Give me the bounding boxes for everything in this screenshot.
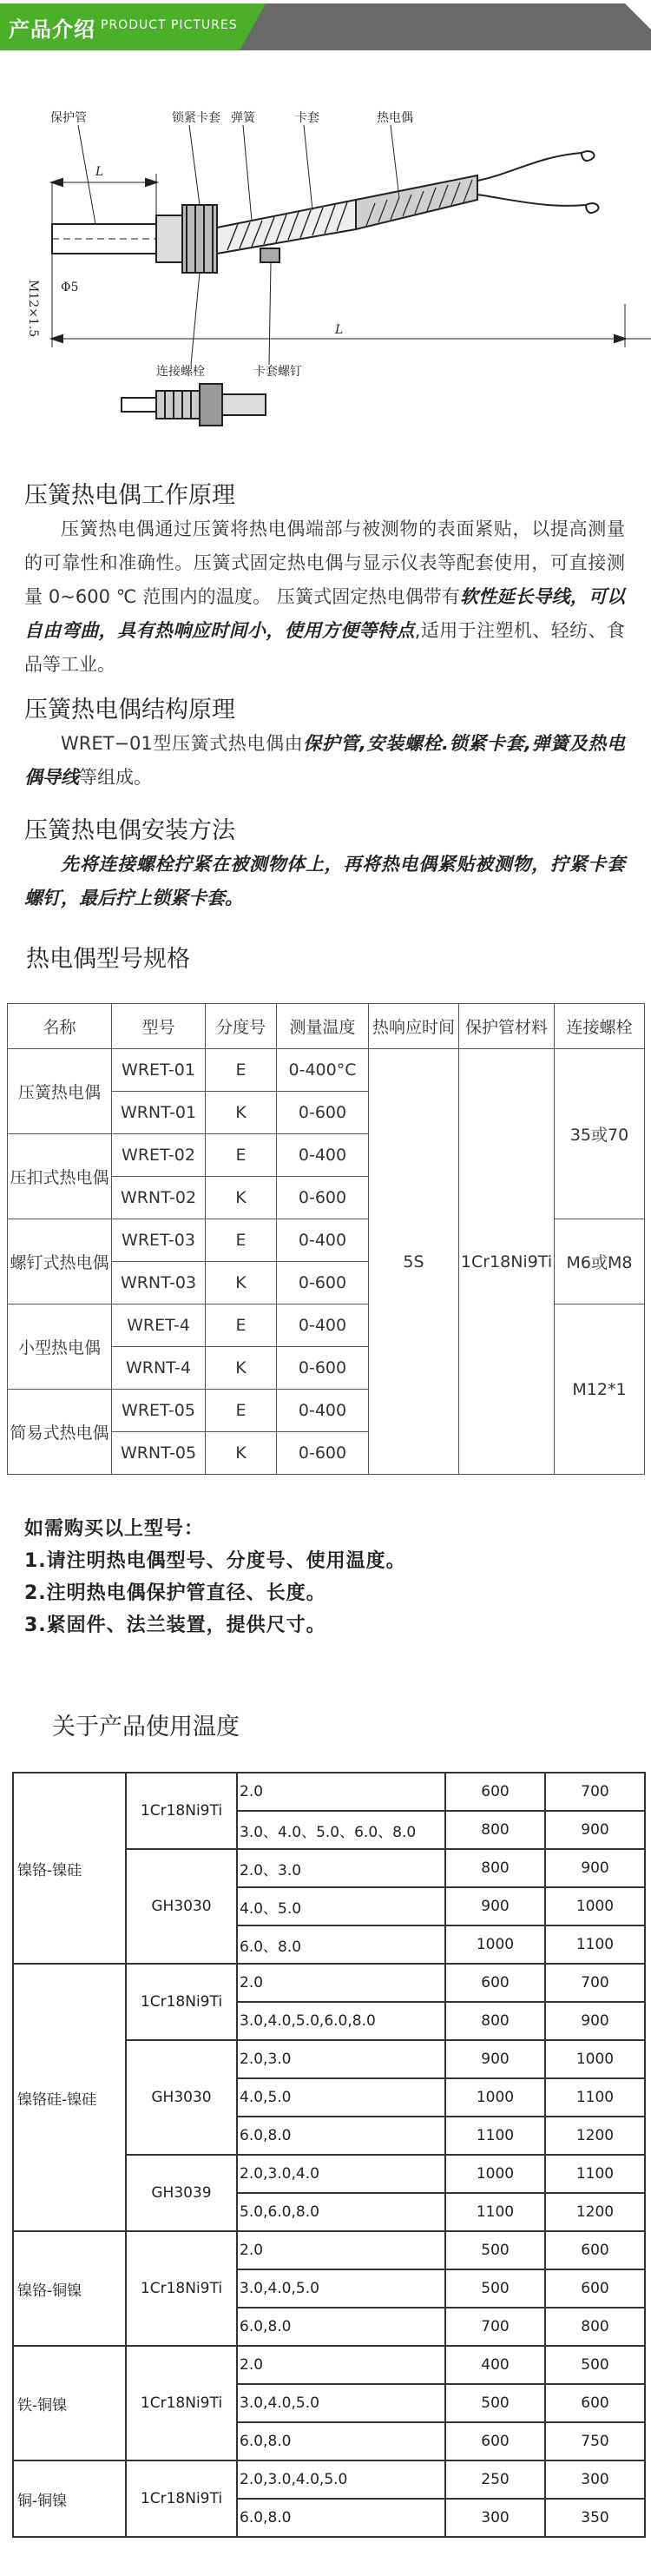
spec-range: 0-400	[277, 1219, 369, 1262]
temp-material: GH3030	[126, 2040, 237, 2155]
spec-range: 0-600	[277, 1177, 369, 1219]
temp-diameter: 2.0,3.0	[237, 2040, 445, 2078]
temp-type: 镍铬硅-镍硅	[13, 1964, 126, 2231]
install-paragraph	[24, 848, 625, 915]
spec-range: 0-600	[277, 1432, 369, 1475]
spec-grade: K	[206, 1092, 277, 1134]
temp-long: 500	[445, 2231, 545, 2269]
table-row	[13, 1964, 645, 2002]
temp-material: 1Cr18Ni9Ti	[126, 2231, 237, 2346]
temp-long: 900	[445, 1887, 545, 1925]
table-row	[13, 2231, 645, 2269]
temp-long: 500	[445, 2384, 545, 2422]
temp-type: 铁-铜镍	[13, 2346, 126, 2460]
temp-material: 1Cr18Ni9Ti	[126, 2346, 237, 2460]
principle-tail: ,适用于注塑机、轻纺、食品等工业。	[24, 620, 626, 675]
spec-range: 0-400	[277, 1390, 369, 1432]
temp-long: 1100	[445, 2193, 545, 2231]
temp-short: 1100	[545, 2078, 645, 2117]
temp-long: 250	[445, 2460, 545, 2499]
spec-grade: K	[206, 1432, 277, 1475]
spec-range: 0-600	[277, 1347, 369, 1390]
temp-short: 750	[545, 2422, 645, 2460]
buy-note-line: 3.紧固件、法兰装置，提供尺寸。	[24, 1615, 326, 1636]
spec-header-row	[8, 1004, 645, 1049]
principle-bold: 软性延长导线，可以自由弯曲，具有热响应时间小，使用方便等特点	[24, 586, 625, 641]
spec-grade: E	[206, 1049, 277, 1092]
temp-short: 1200	[545, 2193, 645, 2231]
temp-long: 300	[445, 2499, 545, 2537]
structure-text: WRET−01型压簧式热电偶由	[61, 733, 304, 754]
temp-long: 800	[445, 1811, 545, 1849]
spec-model: WRNT-4	[112, 1347, 206, 1390]
spec-range: 0-400°C	[277, 1049, 369, 1092]
temp-diameter: 6.0、8.0	[237, 1925, 445, 1964]
temp-diameter: 2.0、3.0	[237, 1849, 445, 1887]
spec-model: WRET-01	[112, 1049, 206, 1092]
temp-diameter: 3.0、4.0、5.0、6.0、8.0	[237, 1811, 445, 1849]
spec-bolt: M12*1	[555, 1305, 645, 1475]
spec-bolt: 35或70	[555, 1049, 645, 1219]
table-row	[13, 2346, 645, 2384]
spec-grade: K	[206, 1347, 277, 1390]
temp-long: 1100	[445, 2117, 545, 2155]
temp-short: 700	[545, 1964, 645, 2002]
temp-diameter: 6.0,8.0	[237, 2422, 445, 2460]
temp-short: 700	[545, 1773, 645, 1811]
temp-long: 600	[445, 2422, 545, 2460]
spec-grade: E	[206, 1305, 277, 1347]
temp-title: 关于产品使用温度	[52, 1714, 240, 1740]
label-dim-m: M12×1.5	[26, 280, 40, 338]
table-row	[13, 1773, 645, 1811]
label-card-sleeve: 卡套	[295, 111, 319, 125]
temp-type: 铜-铜镍	[13, 2460, 126, 2537]
spec-header: 保护管材料	[459, 1004, 555, 1049]
temp-short: 900	[545, 2002, 645, 2040]
temp-short: 1000	[545, 2040, 645, 2078]
spec-name: 简易式热电偶	[8, 1390, 112, 1475]
temp-short: 800	[545, 2308, 645, 2346]
banner-title-en: PRODUCT PICTURES	[101, 18, 238, 32]
table-row	[13, 2460, 645, 2499]
principle-paragraph	[24, 512, 625, 682]
spec-header: 热响应时间	[369, 1004, 459, 1049]
temp-diameter: 2.0,3.0,4.0	[237, 2155, 445, 2193]
label-dim-d: Φ5	[61, 281, 79, 294]
banner-background	[0, 0, 651, 54]
temp-diameter: 3.0,4.0,5.0	[237, 2384, 445, 2422]
label-protect-tube: 保护管	[50, 111, 87, 125]
temp-diameter: 6.0,8.0	[237, 2117, 445, 2155]
spec-model: WRNT-05	[112, 1432, 206, 1475]
spec-title: 热电偶型号规格	[26, 946, 190, 973]
temp-short: 600	[545, 2269, 645, 2308]
temp-long: 600	[445, 1773, 545, 1811]
spec-grade: E	[206, 1390, 277, 1432]
spec-range: 0-600	[277, 1092, 369, 1134]
temp-long: 900	[445, 2040, 545, 2078]
temp-short: 600	[545, 2384, 645, 2422]
spec-model: WRET-05	[112, 1390, 206, 1432]
temp-long: 1000	[445, 2155, 545, 2193]
spec-name: 螺钉式热电偶	[8, 1219, 112, 1305]
temp-long: 500	[445, 2269, 545, 2308]
temp-diameter: 6.0,8.0	[237, 2499, 445, 2537]
structure-bold: 保护管,安装螺栓.锁紧卡套,弹簧及热电偶导线	[24, 733, 625, 788]
temp-short: 300	[545, 2460, 645, 2499]
spec-model: WRET-02	[112, 1134, 206, 1177]
temp-diameter: 3.0,4.0,5.0,6.0,8.0	[237, 2002, 445, 2040]
table-row	[8, 1049, 645, 1092]
spec-grade: K	[206, 1177, 277, 1219]
spec-range: 0-400	[277, 1305, 369, 1347]
spec-response-time: 5S	[369, 1049, 459, 1475]
temp-short: 350	[545, 2499, 645, 2537]
temp-long: 1000	[445, 2078, 545, 2117]
buy-note-line: 1.请注明热电偶型号、分度号、使用温度。	[24, 1550, 406, 1572]
temp-type: 镍铬-铜镍	[13, 2231, 126, 2346]
temp-diameter: 4.0,5.0	[237, 2078, 445, 2117]
buy-note-line: 如需购买以上型号：	[24, 1518, 205, 1540]
spec-range: 0-400	[277, 1134, 369, 1177]
label-lock-cap: 锁紧卡套	[172, 111, 220, 125]
temp-long: 700	[445, 2308, 545, 2346]
temp-long: 1000	[445, 1925, 545, 1964]
install-title: 压簧热电偶安装方法	[24, 817, 235, 844]
structure-tail: 等组成。	[79, 767, 152, 788]
spec-grade: E	[206, 1134, 277, 1177]
principle-title: 压簧热电偶工作原理	[24, 482, 235, 509]
temp-short: 600	[545, 2231, 645, 2269]
principle-text: 压簧热电偶通过压簧将热电偶端部与被测物的表面紧贴，以提高测量的可靠性和准确性。压簧式固定热电偶与显示仪表等配套使用，可直接测量 0~600 ℃ 范围内的温度。 压簧式固定热电偶带有	[24, 519, 625, 607]
header-banner	[0, 0, 651, 54]
temp-short: 500	[545, 2346, 645, 2384]
temp-long: 800	[445, 2002, 545, 2040]
banner-title-cn: 产品介绍	[9, 17, 95, 42]
temp-diameter: 2.0	[237, 2346, 445, 2384]
spec-range: 0-600	[277, 1262, 369, 1305]
thermocouple-diagram	[26, 111, 634, 495]
spec-model: WRNT-01	[112, 1092, 206, 1134]
temp-diameter: 3.0,4.0,5.0	[237, 2269, 445, 2308]
spec-header: 型号	[112, 1004, 206, 1049]
spec-material: 1Cr18Ni9Ti	[459, 1049, 555, 1475]
temp-short: 900	[545, 1811, 645, 1849]
spec-model: WRET-03	[112, 1219, 206, 1262]
temp-diameter: 2.0	[237, 2231, 445, 2269]
temp-short: 1100	[545, 2155, 645, 2193]
temp-diameter: 2.0,3.0,4.0,5.0	[237, 2460, 445, 2499]
temp-short: 1200	[545, 2117, 645, 2155]
temp-diameter: 4.0、5.0	[237, 1887, 445, 1925]
label-connect-bolt: 连接螺栓	[156, 365, 205, 379]
temp-short: 900	[545, 1849, 645, 1887]
temp-long: 400	[445, 2346, 545, 2384]
buy-note-line: 2.注明热电偶保护管直径、长度。	[24, 1582, 326, 1604]
label-dim-l: L	[335, 323, 344, 337]
spec-header: 名称	[8, 1004, 112, 1049]
label-thermocouple: 热电偶	[377, 111, 413, 125]
temp-diameter: 6.0,8.0	[237, 2308, 445, 2346]
spec-bolt: M6或M8	[555, 1219, 645, 1305]
temp-long: 600	[445, 1964, 545, 2002]
temp-diameter: 5.0,6.0,8.0	[237, 2193, 445, 2231]
label-spring: 弹簧	[231, 111, 255, 125]
temp-short: 1000	[545, 1887, 645, 1925]
temp-diameter: 2.0	[237, 1773, 445, 1811]
spec-grade: K	[206, 1262, 277, 1305]
spec-name: 小型热电偶	[8, 1305, 112, 1390]
spec-name: 压扣式热电偶	[8, 1134, 112, 1219]
temp-table	[12, 1772, 646, 2538]
spec-name: 压簧热电偶	[8, 1049, 112, 1134]
structure-paragraph	[24, 727, 625, 795]
label-cap-screw: 卡套螺钉	[253, 365, 302, 379]
temp-material: GH3039	[126, 2155, 237, 2231]
temp-type: 镍铬-镍硅	[13, 1773, 126, 1964]
label-dim-l1: L	[95, 165, 104, 179]
spec-header: 分度号	[206, 1004, 277, 1049]
temp-material: 1Cr18Ni9Ti	[126, 2460, 237, 2537]
buy-notes	[24, 1513, 406, 1641]
spec-model: WRNT-02	[112, 1177, 206, 1219]
temp-diameter: 2.0	[237, 1964, 445, 2002]
temp-material: 1Cr18Ni9Ti	[126, 1773, 237, 1849]
temp-short: 1100	[545, 1925, 645, 1964]
structure-title: 压簧热电偶结构原理	[24, 697, 235, 723]
spec-grade: E	[206, 1219, 277, 1262]
install-bold: 先将连接螺栓拧紧在被测物体上，再将热电偶紧贴被测物，拧紧卡套螺钉，最后拧上锁紧卡套。	[24, 854, 625, 908]
temp-material: GH3030	[126, 1849, 237, 1964]
spec-model: WRNT-03	[112, 1262, 206, 1305]
spec-table	[7, 1003, 645, 1475]
spec-header: 测量温度	[277, 1004, 369, 1049]
temp-long: 800	[445, 1849, 545, 1887]
spec-header: 连接螺栓	[555, 1004, 645, 1049]
spec-model: WRET-4	[112, 1305, 206, 1347]
temp-material: 1Cr18Ni9Ti	[126, 1964, 237, 2040]
